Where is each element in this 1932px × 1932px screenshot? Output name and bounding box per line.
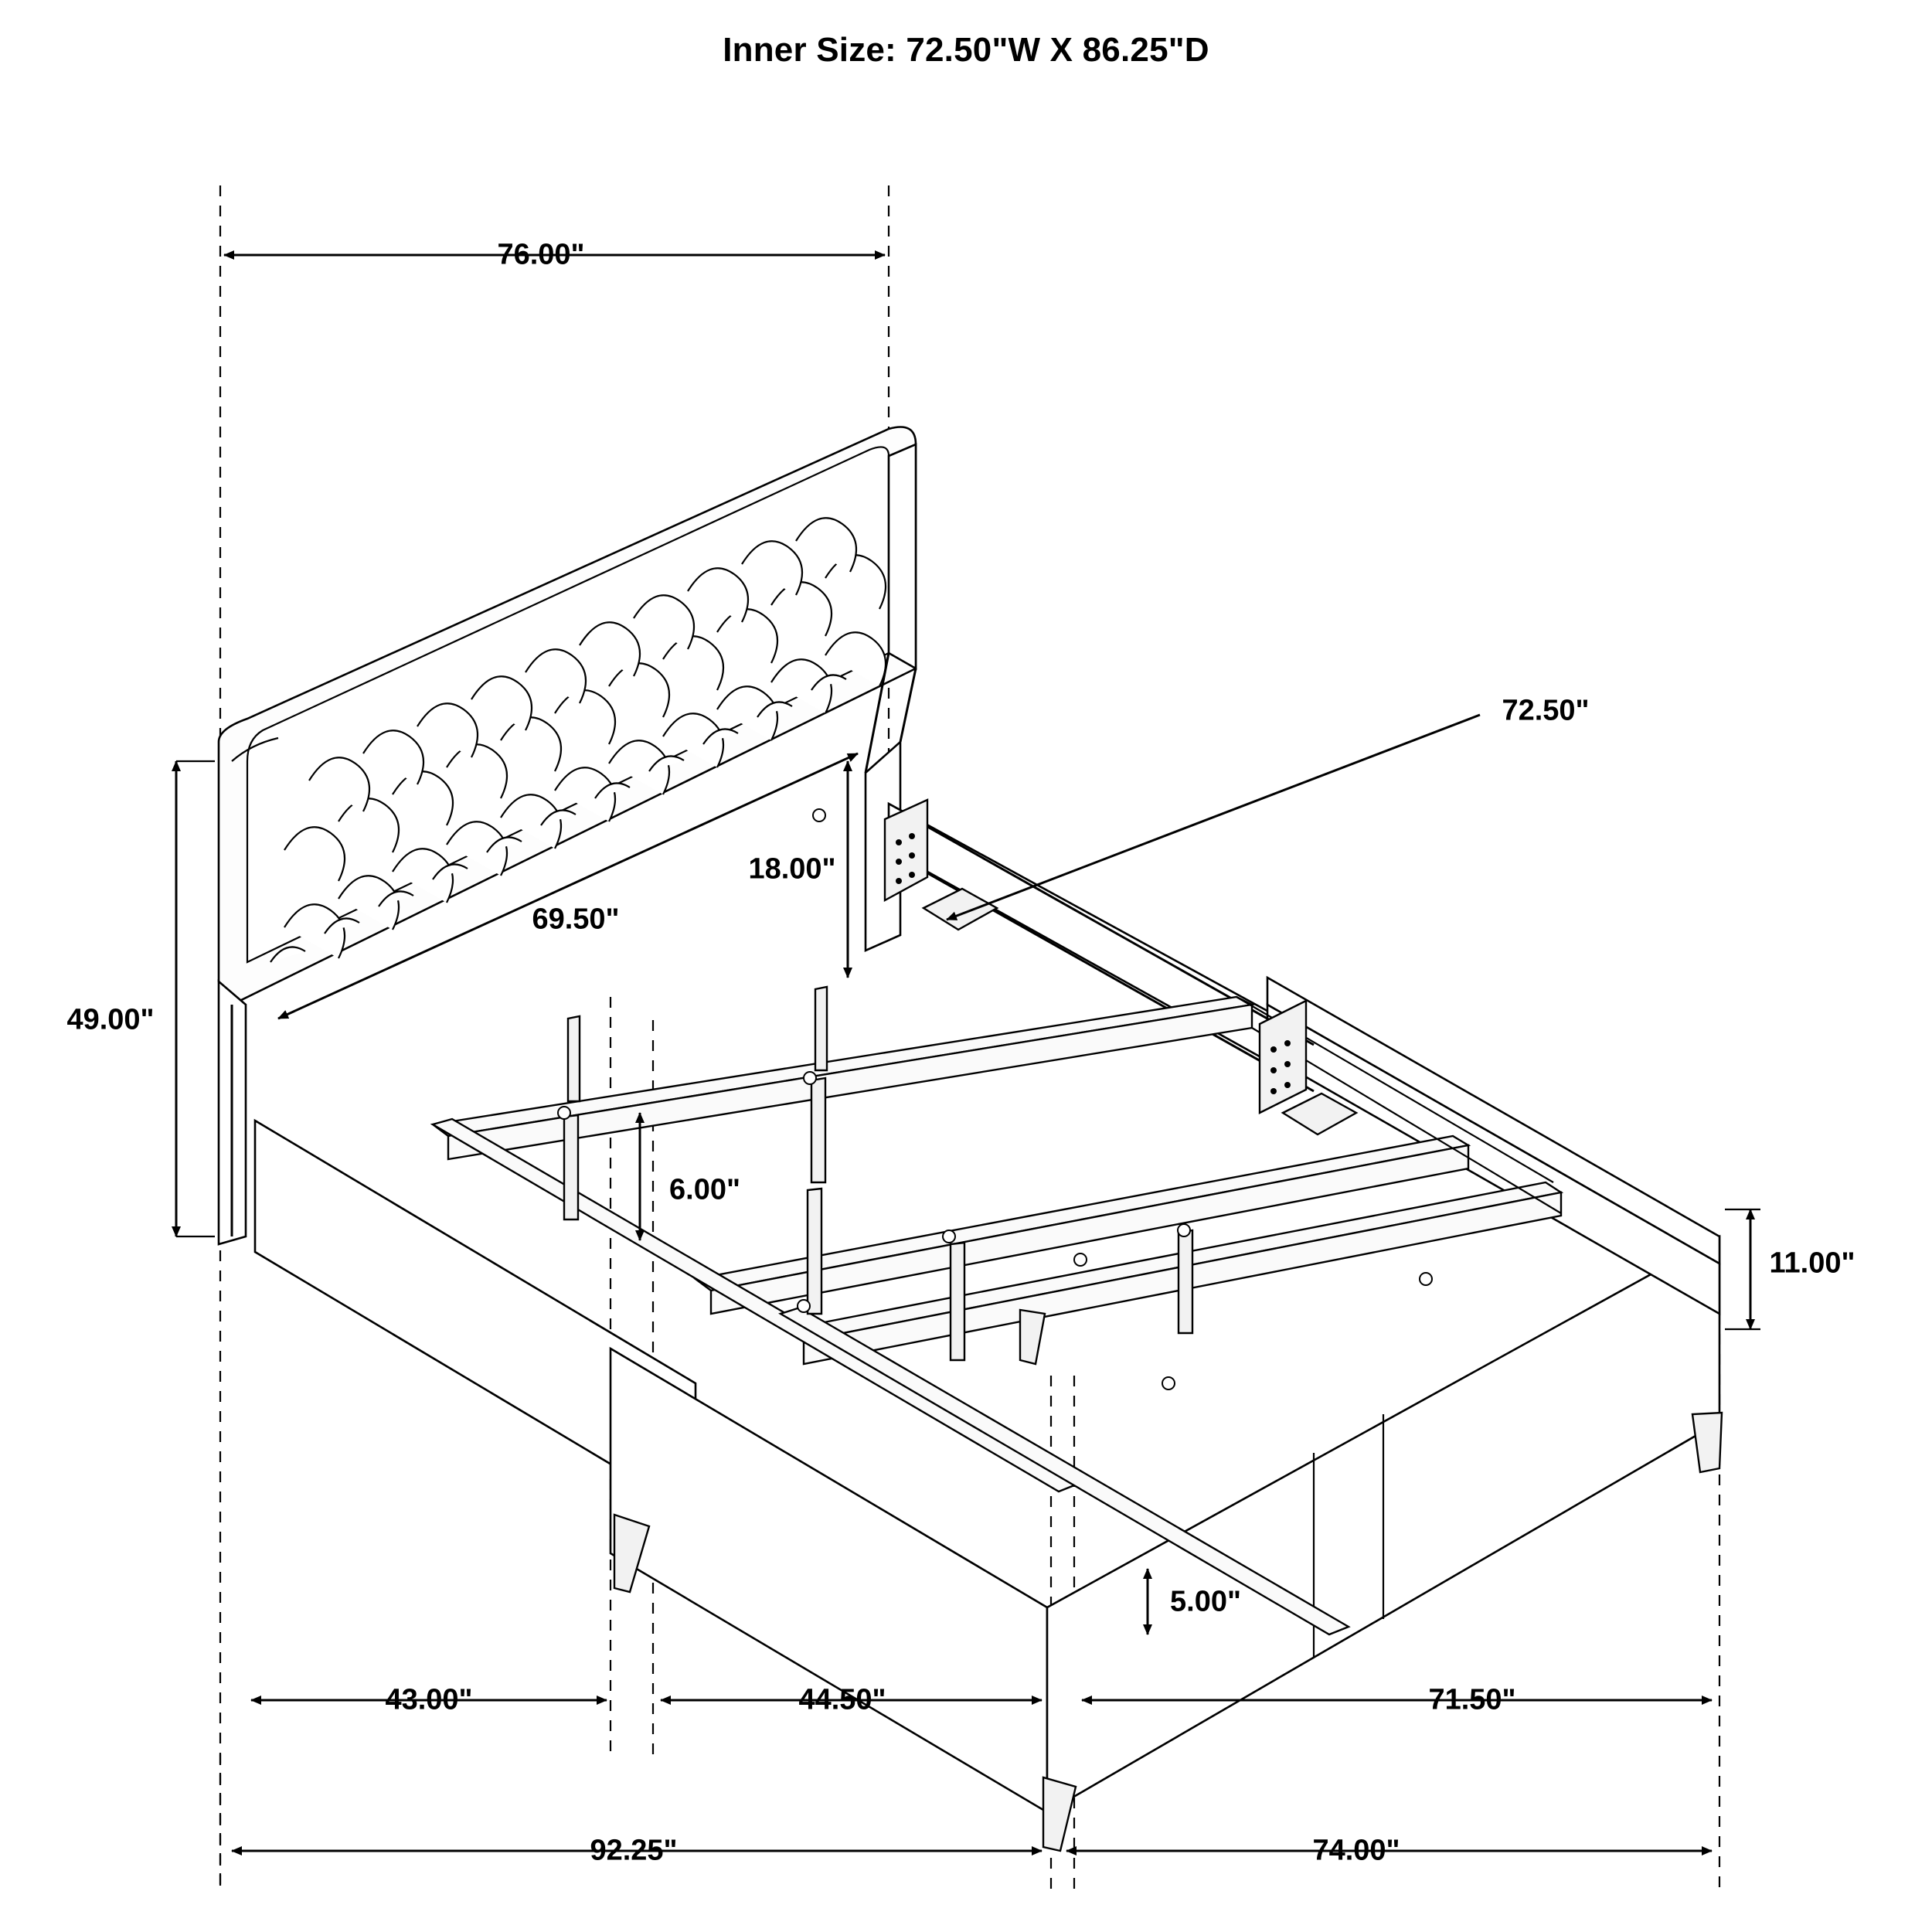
dim-slat-clearance: 6.00": [669, 1173, 740, 1206]
dim-headboard-inner-width: 69.50": [532, 903, 620, 936]
dim-rail-height: 11.00": [1769, 1247, 1855, 1280]
dim-mid-foot-offset: 44.50": [798, 1683, 886, 1716]
dim-inner-width-callout: 72.50": [1502, 694, 1590, 727]
dim-headboard-height: 49.00": [66, 1003, 155, 1036]
dim-right-span: 71.50": [1428, 1683, 1516, 1716]
dim-headboard-panel-height: 18.00": [748, 852, 836, 886]
page-title: Inner Size: 72.50"W X 86.25"D: [723, 31, 1209, 69]
dim-footboard-width: 74.00": [1312, 1834, 1400, 1867]
dim-overall-depth: 92.25": [590, 1834, 678, 1867]
dim-leg-height: 5.00": [1170, 1585, 1241, 1618]
dim-overall-width-top: 76.00": [497, 238, 585, 271]
dim-left-foot-offset: 43.00": [385, 1683, 473, 1716]
